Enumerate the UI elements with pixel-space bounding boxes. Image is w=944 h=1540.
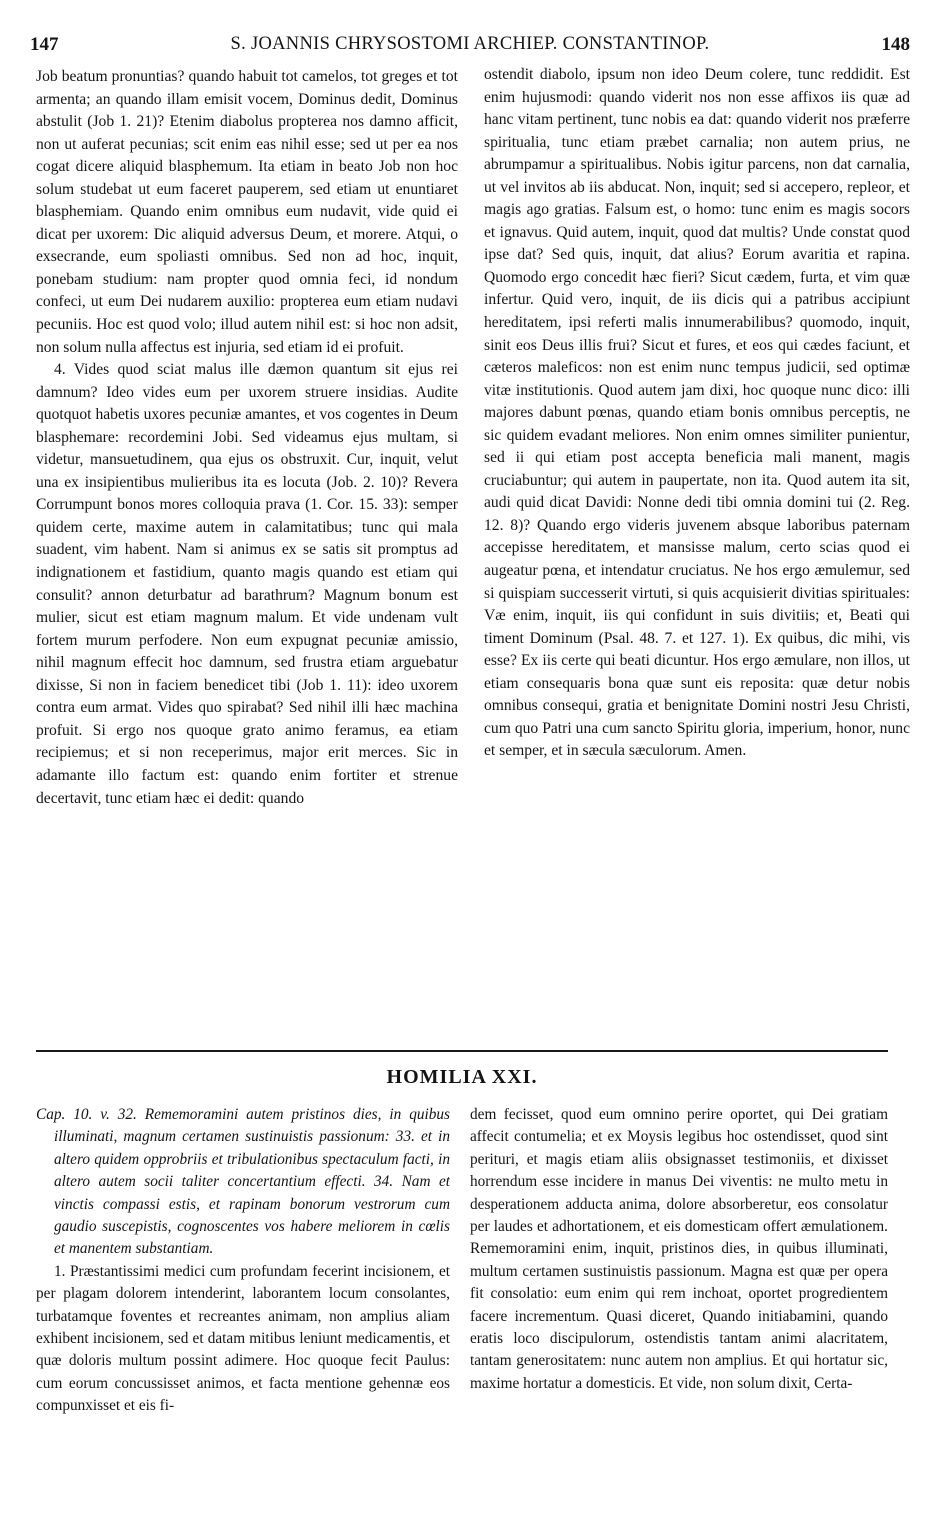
paragraph: 1. Præstantissimi medici cum profundam fecerint incisionem, et per plagam dolorem intenderint, laborantem locum consolantes, turbatamque foventes et recreantes animam, non amplius aliam exhibent incisionem, sed et datam mitibus leniunt medicamentis, et quæ doloris multum possint adimere. Hoc quoque fecit Paulus: cum eorum concussisset animos, et facta mentione gehennæ eos compunxisset et eis fi- — [36, 1262, 450, 1415]
chapter-summary: Cap. 10. v. 32. Rememoramini autem pristinos dies, in quibus illuminati, magnum certamen sustinuistis passionum: 33. et in altero quidem opprobriis et tribulationibus spectaculum facti, in altero autem socii taliter concertantium effecti. 34. Nam et vinctis compassi estis, et rapinam bonorum vestrorum cum gaudio suscepistis, cognoscentes vos habere meliorem in cœlis et manentem substantiam. — [36, 1106, 450, 1258]
page-number-left: 147 — [30, 34, 59, 55]
section-divider — [36, 1050, 888, 1052]
paragraph: Job beatum pronuntias? quando habuit tot camelos, tot greges et tot armenta; an quando illam emisit vocem, Dominus dedit, Dominus abstulit (Job 1. 21)? Etenim diabolus propterea nos damno afficit, non ut auferat pecunias; scit enim eas nihil esse; sed ut per ea nos cogat dicere aliquid blasphemum. Ita etiam in beato Job non hoc solum studebat ut eum faceret pauperem, sed etiam ut enuntiaret blasphemiam. Quando enim omnibus eum nudavit, vide quid ei dicat per uxorem: Dic aliquid adversus Deum, et morere. Atqui, o exsecrande, eum spoliasti omnibus. Sed non ad hoc, inquit, ponebam studium: nam propter quod omnia feci, id nondum confeci, ut eum Dei nudarem auxilio: propterea eum etiam nudavi pecuniis. Hoc est quod volo; illud autem nihil est: si hoc non adsit, non solum nulla affectus est injuria, sed etiam id ei profuit. — [36, 68, 458, 356]
top-right-column — [484, 64, 910, 1028]
running-header — [30, 34, 910, 62]
top-left-column — [36, 66, 458, 1038]
bottom-right-column — [470, 1104, 888, 1524]
bottom-left-column — [36, 1104, 450, 1524]
homily-title: HOMILIA XXI. — [386, 1066, 538, 1088]
paragraph: ostendit diabolo, ipsum non ideo Deum colere, tunc reddidit. Est enim hujusmodi: quando viderit nos non esse affixos iis quæ ad hanc vitam pertinent, tunc nobis ea dat: quando viderit nos præferre spiritualia, tunc etiam præbet carnalia; non autem prius, ne abrumpamur a spiritualibus. Nobis igitur parcens, non dat carnalia, ut vel invitos ab iis abducat. Non, inquit; sed si accepero, repleor, et magis ago gratias. Falsum est, o homo: tunc enim es magis socors et ignavus. Quid autem, inquit, quod dat multis? Unde constat quod ipse dat? Sed quis, inquit, dat alius? Eorum avaritia et rapina. Quomodo ergo concedit hæc fieri? Sicut cædem, furta, et vim quæ infertur. Quid vero, inquit, de iis dicis qui a patribus accipiunt hereditatem, ipsi referti malis innumerabilibus? quomodo, inquit, sinit eos Deus illis frui? Sicut et fures, et eos qui cædes faciunt, et cæteros maleficos: non est enim nunc tempus judicii, sed optimæ vitæ institutionis. Quod autem jam dixi, hoc quoque nunc dico: illi majores dabunt pœnas, quando etiam bonis omnibus perceptis, ne sic quidem evadant meliores. Non enim omnes similiter punientur, sed ii qui etiam post accepta beneficia mali manent, magis cruciabuntur; qui autem in paupertate, non ita. Quod autem ita sit, audi quid dicat Davidi: Nonne dedi tibi omnia domini tui (2. Reg. 12. 8)? Quando ergo videris juvenem absque laboribus paternam accepisse hereditatem, et mansisse malum, certo scias quod ei augeatur pœna, et intendatur cruciatus. Ne hos ergo æmulemur, sed si quispiam successerit virtuti, si quis acquisierit divitias spirituales: Væ enim, inquit, iis qui confidunt in suis divitiis; et, Beati qui timent Dominum (Psal. 48. 7. et 127. 1). Ex quibus, dic mihi, vis esse? Ex iis certe qui beati dicuntur. Hos ergo æmulare, non illos, ut etiam consequaris bona quæ sunt eis reposita: quæ detur nobis omnibus consequi, gratia et benignitate Domini nostri Jesu Christi, cum quo Patri una cum sancto Spiritu gloria, imperium, honor, nunc et semper, et in sæcula sæculorum. Amen. — [484, 66, 910, 760]
paragraph: 4. Vides quod sciat malus ille dæmon quantum sit ejus rei damnum? Ideo vides eum per uxorem struere insidias. Audite quotquot habetis uxores pecuniæ amantes, et vos cogentes in Deum blasphemare: recordemini Jobi. Sed videamus ejus multam, si videtur, mansuetudinem, qua ejus os obstruxit. Cur, inquit, velut una ex insipientibus mulieribus ita es locuta (Job. 2. 10)? Revera Corrumpunt bonos mores colloquia prava (1. Cor. 15. 33): semper quidem certe, maxime autem in calamitatibus; tunc qui mala suadent, vim habent. Nam si animus ex se satis sit promptus ad indignationem et fastidium, quanto magis quando est etiam qui consulit? annon deturbatur ad barathrum? Magnum bonum est mulier, sicut est etiam magnum malum. Et vide undenam vult fortem murum perfodere. Non eum expugnat pecuniæ amissio, nihil magnum effecit hoc damnum, sed frustra etiam arguebatur dixisse, Si non in faciem benedicet tibi (Job 1. 11): ideo uxorem contra eum armat. Vides quo spirabat? Sed nihil illi hæc machina profuit. Si ergo nos quoque grato animo feramus, ea etiam recipiemus; et si non receperimus, major erit merces. Sic in adamante illo factum est: quando enim fortiter et strenue decertavit, tunc etiam hæc ei dedit: quando — [36, 361, 458, 807]
paragraph: dem fecisset, quod eum omnino perire oportet, qui Dei gratiam affecit contumelia; et ex Moysis legibus hoc ostendisset, quod sint perituri, et magis etiam aliis obsignasset testimoniis, et dixisset horrendum esse incidere in manus Dei viventis: ne multo metu in desperationem adducta anima, dolore absorberetur, eos consolatur per laudes et adhortationem, et eis domesticam offert æmulationem. Rememoramini enim, inquit, pristinos dies, in quibus illuminati, multum certamen sustinuistis passionum. Magna est quæ per opera fit consolatio: eum enim qui rem inchoat, oportet progredientem facere incrementum. Quasi diceret, Quando initiabamini, quando eratis loco discipulorum, ostendistis tantam animi alacritatem, tantam generositatem: nunc autem non amplius. Et qui hortatur sic, maxime hortatur a domesticis. Et vide, non solum dixit, Certa- — [470, 1106, 888, 1392]
running-title: S. JOANNIS CHRYSOSTOMI ARCHIEP. CONSTANTINOP. — [230, 34, 710, 54]
page-number-right: 148 — [881, 34, 910, 55]
